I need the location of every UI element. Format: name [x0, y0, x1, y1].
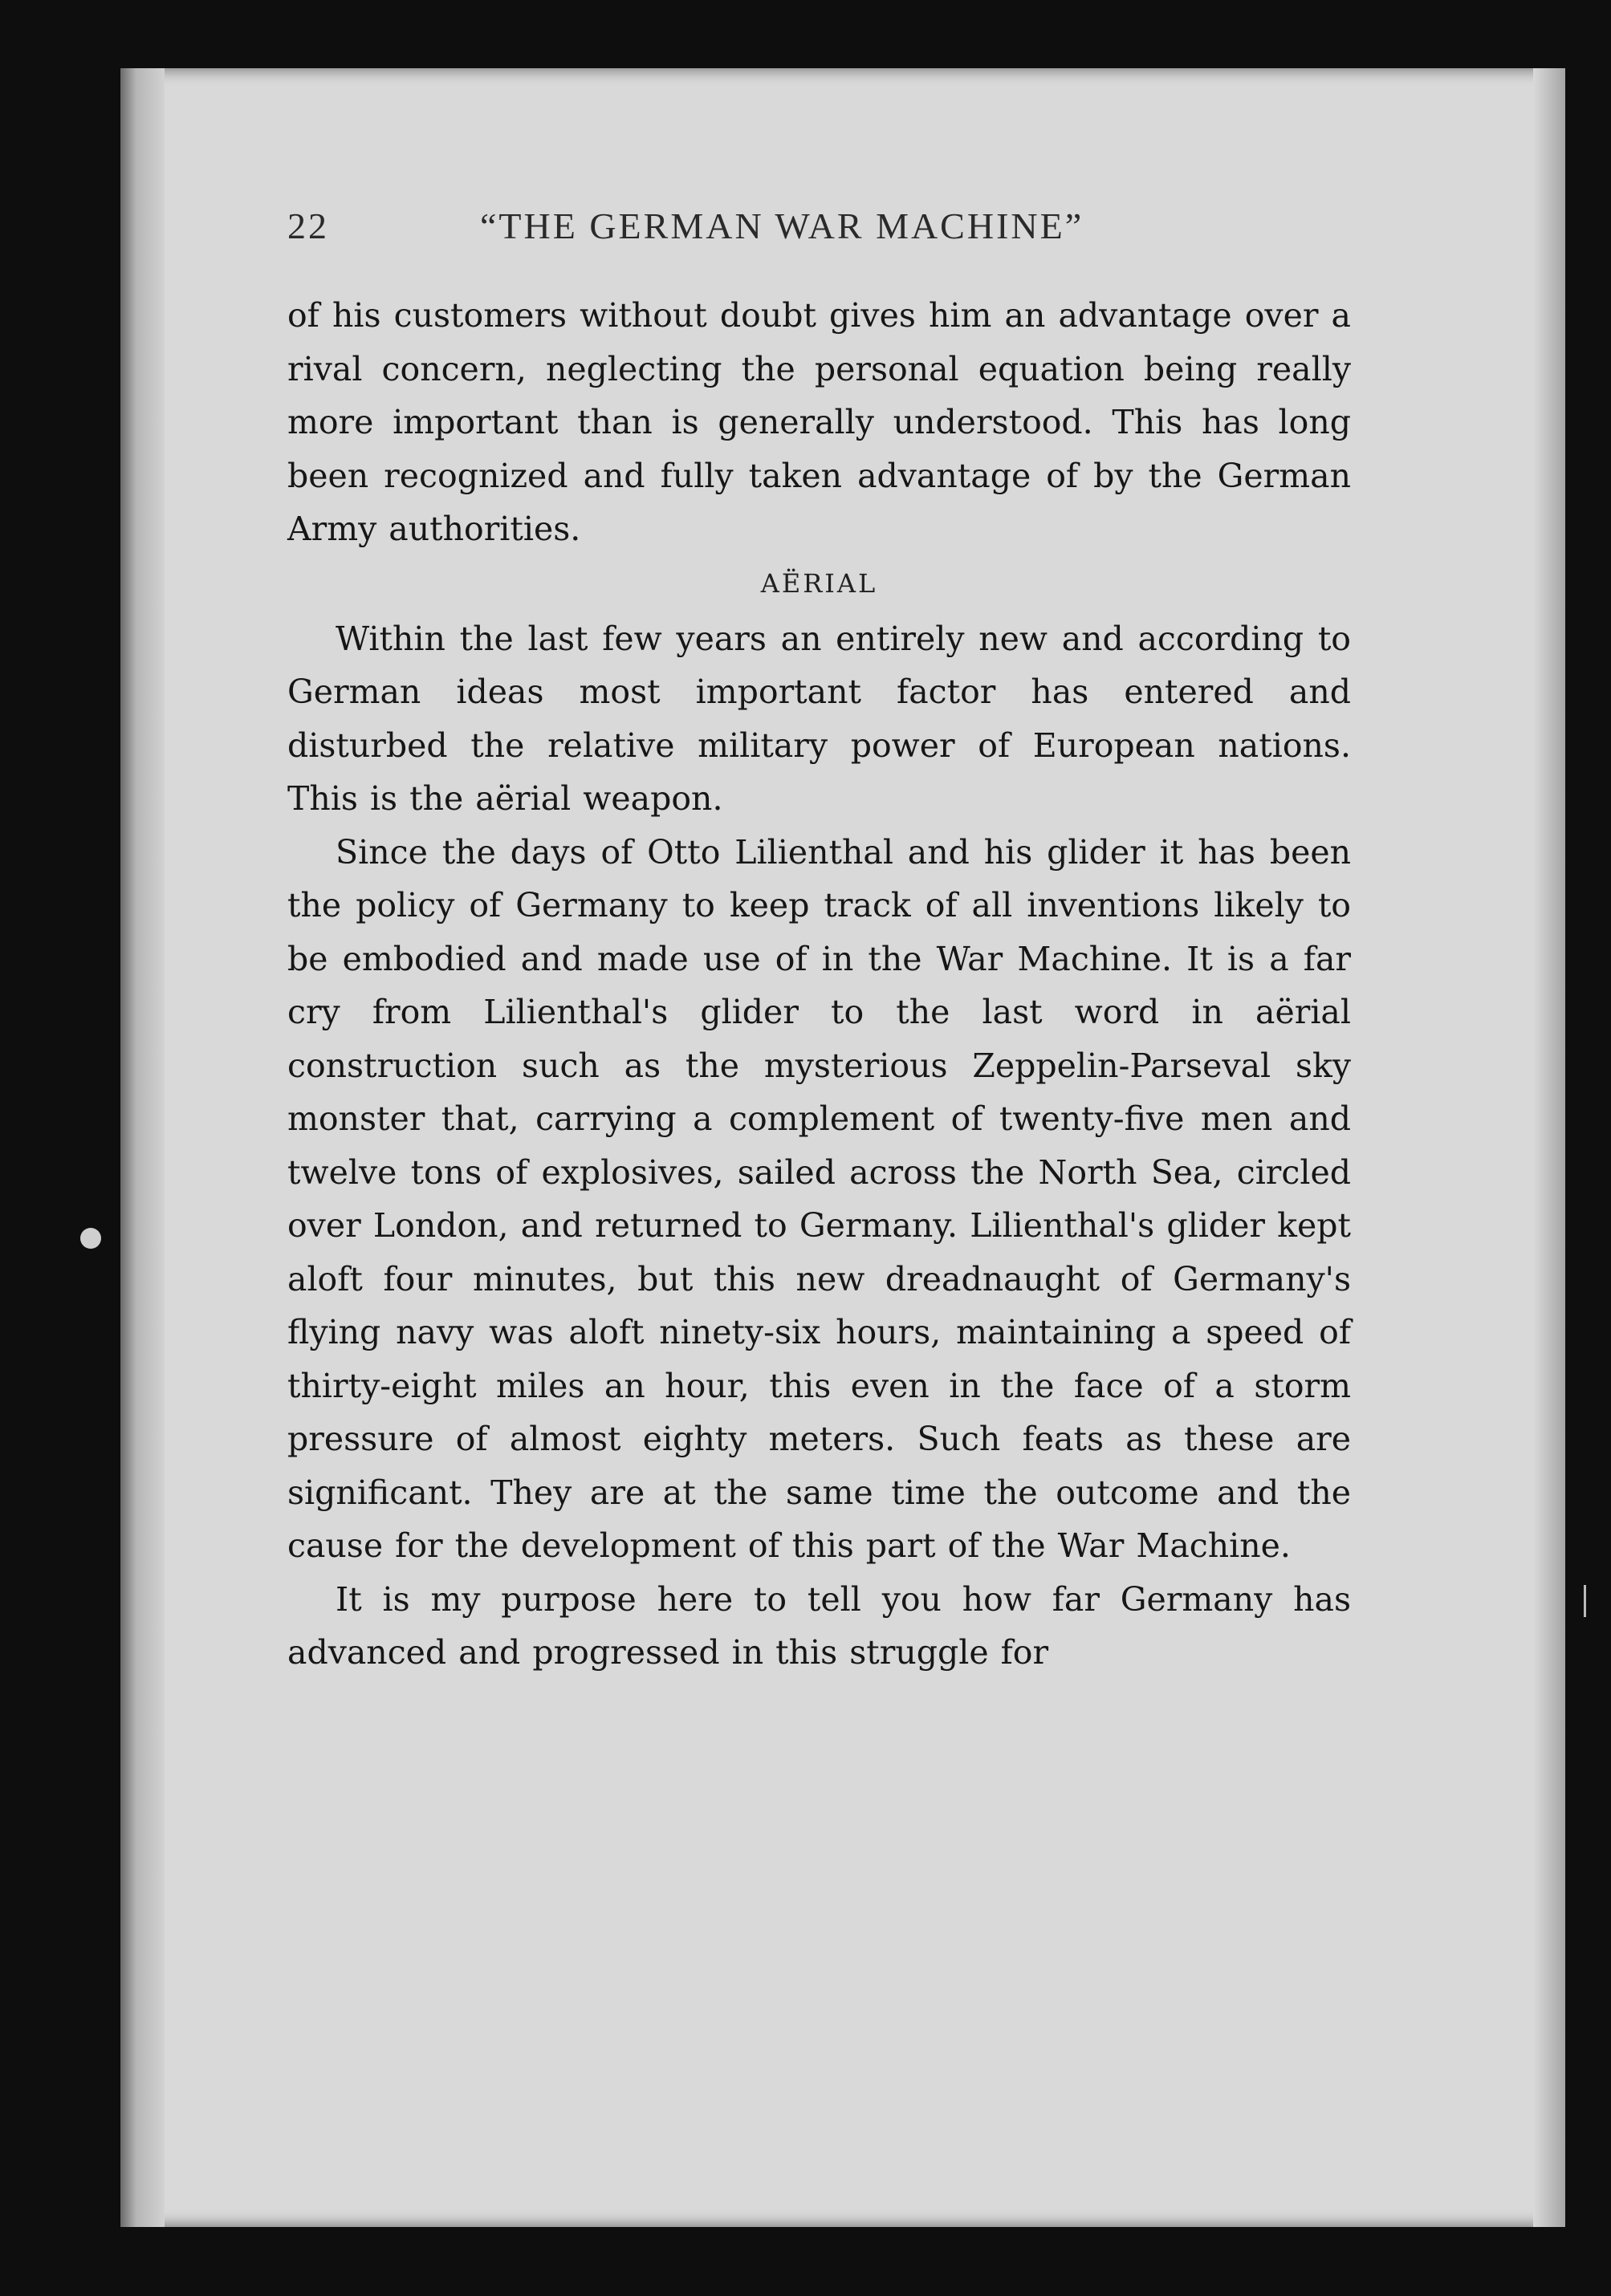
paragraph: Within the last few years an entirely new and according to German ideas most important factor has entered and disturbed the relative military power of European nations. This is the aërial weapon. — [287, 619, 1351, 818]
running-head: “THE GERMAN WAR MACHINE” — [480, 205, 1084, 246]
paragraph: It is my purpose here to tell you how far Germany has advanced and progressed in this struggle for — [287, 1579, 1351, 1672]
section-heading: AËRIAL — [760, 567, 878, 599]
paragraph: Since the days of Otto Lilienthal and his glider it has been the policy of Germany to keep track of all inventions likely to be embodied and made use of in the War Machine. It is a far cry from Lilienthal's glider to the last word in aërial construction such as the mysterious Zeppelin-Parseval sky monster that, carrying a complement of twenty-five men and twelve tons of explosives, sailed across the North Sea, circled over London, and returned to Germany. Lilienthal's glider kept aloft four minutes, but this new dreadnaught of Germany's flying navy was aloft ninety-six hours, maintaining a speed of thirty-eight miles an hour, this even in the face of a storm pressure of almost eighty meters. Such feats as these are significant. They are at the same time the outcome and the cause for the development of this part of the War Machine. — [287, 832, 1351, 1565]
page-number: 22 — [287, 205, 329, 246]
page-header — [287, 205, 1351, 247]
scan-artifact — [80, 1228, 101, 1249]
paragraph-continuation: of his customers without doubt gives him an advantage over a rival concern, neglecting the personal equation being really more important than is generally understood. This has long been recognized and fully taken advantage of by the German Army authorities. — [287, 296, 1351, 548]
body-text — [287, 289, 1351, 1680]
scan-artifact — [1584, 1585, 1586, 1617]
